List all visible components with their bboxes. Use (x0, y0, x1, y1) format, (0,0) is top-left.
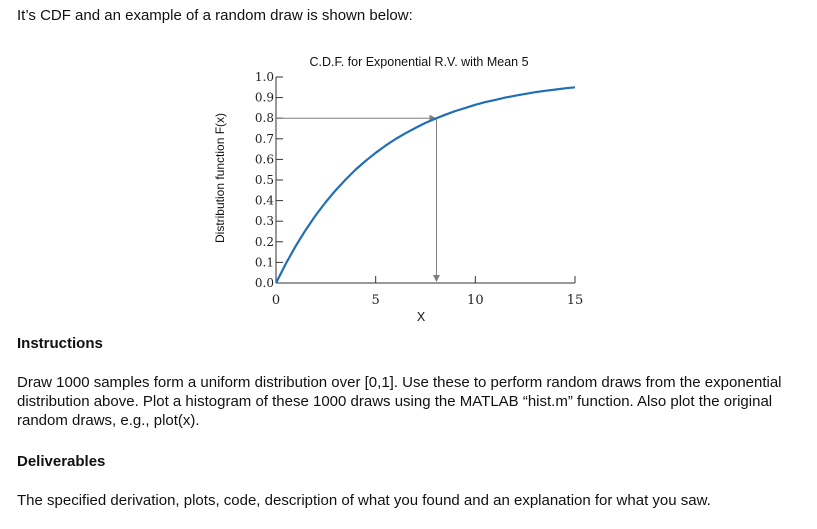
y-tick-label: 0.5 (254, 173, 274, 187)
y-tick-label: 0.1 (254, 255, 274, 270)
deliverables-heading: Deliverables (17, 453, 106, 470)
y-tick-label: 0.7 (254, 131, 274, 146)
cdf-curve (276, 87, 575, 283)
chart-y-axis-label: Distribution function F(x) (213, 112, 227, 244)
series-layer (276, 87, 575, 283)
y-tick-label: 0.9 (254, 90, 274, 105)
intro-text: It’s CDF and an example of a random draw is shown below: (17, 7, 413, 24)
y-tick-label: 0.6 (254, 152, 274, 167)
y-tick-label: 0.8 (254, 111, 274, 126)
y-tick-label: 0.2 (254, 234, 274, 249)
y-tick-label: 0.3 (254, 214, 274, 229)
instructions-body: Draw 1000 samples form a uniform distribution over [0,1]. Use these to perform random draws from the exponential distribution above. Plot a histogram of these 1000 draws using the MATLAB “hist.m” function. Also plot the original random draws, e.g., plot(x). (17, 374, 782, 429)
x-tick-label: 10 (467, 293, 484, 308)
x-tick-label: 5 (371, 293, 380, 308)
y-tick-label: 0.4 (254, 193, 274, 208)
y-tick-label: 1.0 (254, 70, 274, 84)
chart-x-axis-label: X (416, 310, 426, 324)
instructions-heading: Instructions (17, 335, 103, 352)
chart-frame (276, 77, 575, 283)
y-axis-ticks (255, 70, 283, 290)
x-tick-label: 0 (271, 293, 281, 308)
deliverables-body: The specified derivation, plots, code, description of what you found and an explanation for what you saw. (17, 492, 711, 509)
x-axis-ticks (272, 276, 583, 308)
y-tick-label: 0.0 (254, 276, 274, 290)
draw-arrowhead-down (433, 275, 440, 282)
x-tick-label: 15 (566, 293, 584, 308)
chart-title: C.D.F. for Exponential R.V. with Mean 5 (309, 55, 529, 69)
random-draw-annotation (276, 115, 440, 282)
